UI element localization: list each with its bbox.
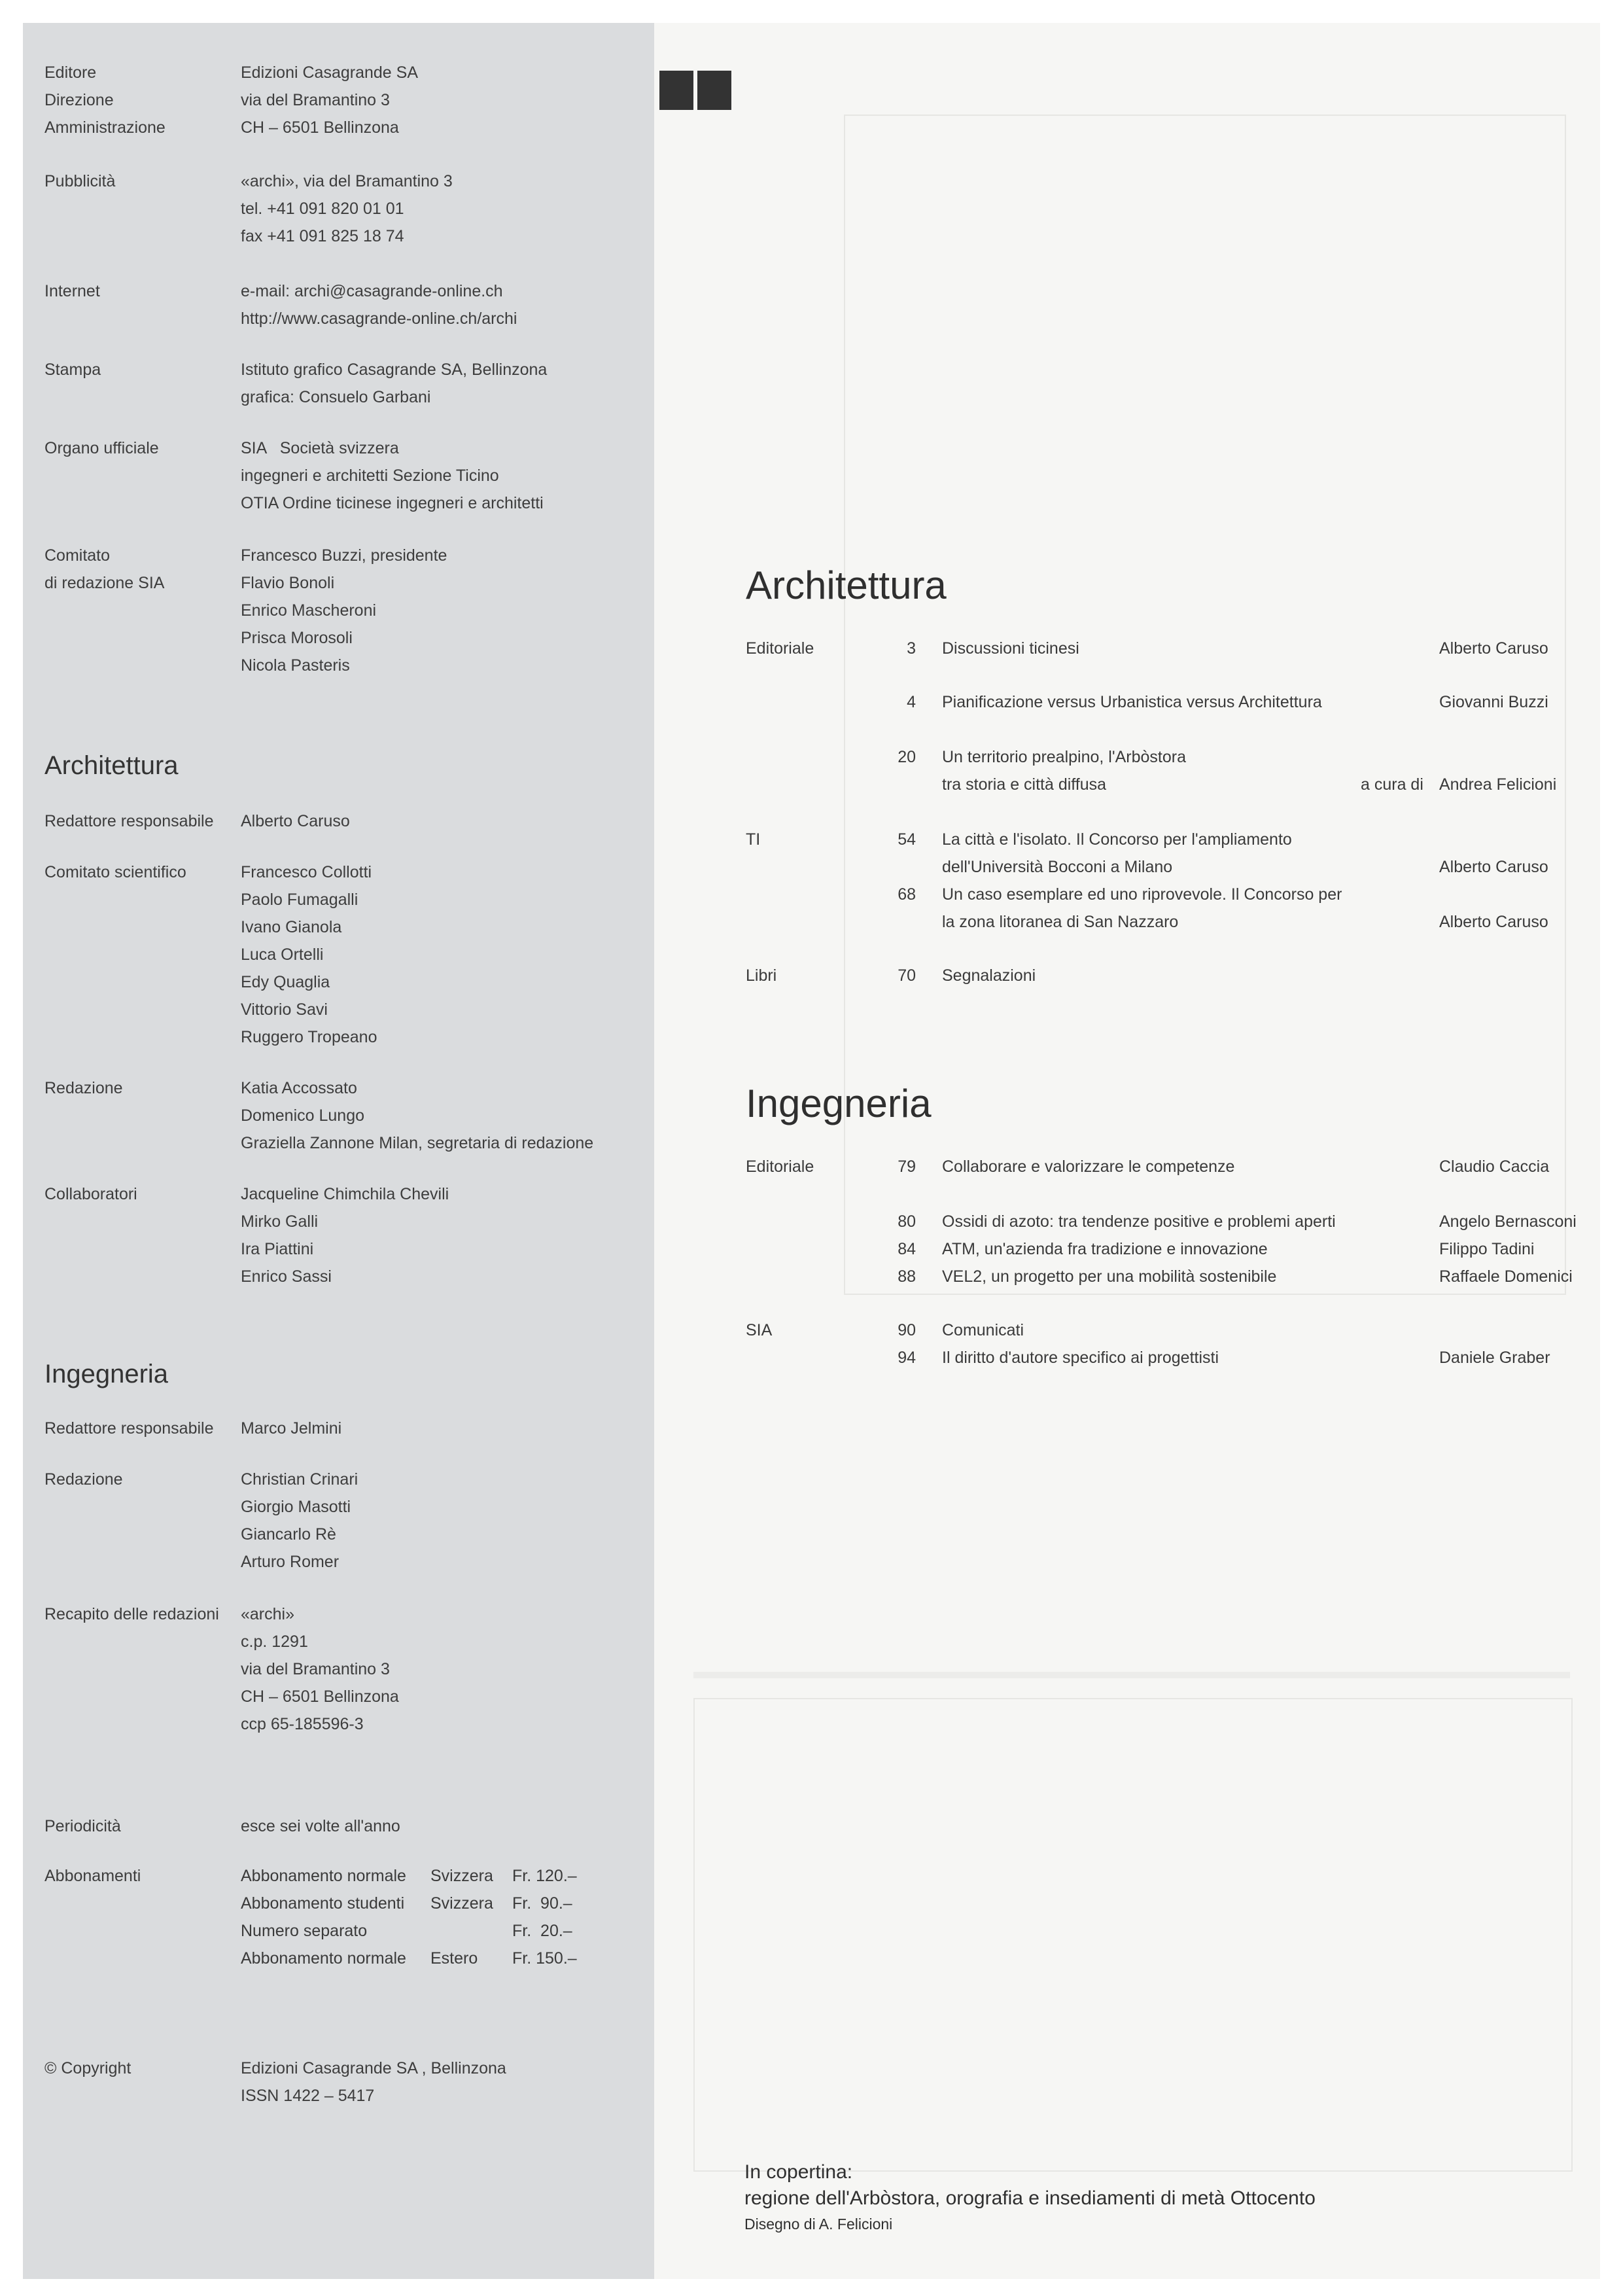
toc-page[interactable]: 79: [898, 1157, 916, 1176]
toc-page[interactable]: 90: [898, 1321, 916, 1339]
toc-author: Alberto Caruso: [1439, 913, 1548, 931]
toc-page[interactable]: 4: [907, 693, 916, 711]
square-mark: [659, 71, 693, 110]
toc-title[interactable]: Comunicati: [942, 1321, 1024, 1339]
toc-author: Andrea Felicioni: [1439, 775, 1557, 794]
arch-redattore-label: Redattore responsabile: [44, 812, 214, 830]
ing-redattore-label: Redattore responsabile: [44, 1419, 214, 1438]
editore-value: Edizioni Casagrande SA via del Bramantino 3 CH – 6501 Bellinzona: [241, 63, 418, 137]
toc-section: SIA: [746, 1321, 773, 1339]
arch-scientifico-label: Comitato scientifico: [44, 863, 186, 881]
toc-author: Alberto Caruso: [1439, 858, 1548, 876]
toc-page[interactable]: 80: [898, 1212, 916, 1231]
toc-section: TI: [746, 830, 761, 849]
organo-label: Organo ufficiale: [44, 439, 159, 457]
toc-title-cont[interactable]: la zona litoranea di San Nazzaro: [942, 913, 1179, 931]
ing-redattore-value: Marco Jelmini: [241, 1419, 342, 1438]
toc-title[interactable]: Collaborare e valorizzare le competenze: [942, 1157, 1235, 1176]
toc-section: Editoriale: [746, 639, 814, 658]
toc-title-cont[interactable]: dell'Università Bocconi a Milano: [942, 858, 1173, 876]
toc-author: Angelo Bernasconi: [1439, 1212, 1577, 1231]
copyright-label: © Copyright: [44, 2059, 131, 2077]
square-mark: [697, 71, 731, 110]
toc-title[interactable]: Pianificazione versus Urbanistica versus Architettura: [942, 693, 1322, 711]
show-through-box: [693, 1698, 1573, 2172]
pubblicita-label: Pubblicità: [44, 172, 116, 190]
ing-redazione-value: Christian Crinari Giorgio Masotti Giancarlo Rè Arturo Romer: [241, 1470, 358, 1571]
cover-caption: [744, 2159, 1316, 2236]
toc-author: Raffaele Domenici: [1439, 1267, 1573, 1286]
internet-label: Internet: [44, 282, 100, 300]
toc-page[interactable]: 84: [898, 1240, 916, 1258]
toc-page[interactable]: 3: [907, 639, 916, 658]
arch-collaboratori-value: Jacqueline Chimchila Chevili Mirko Galli Ira Piattini Enrico Sassi: [241, 1185, 449, 1286]
cover-caption-credit: Disegno di A. Felicioni: [744, 2216, 893, 2233]
toc-ingegneria-heading: Ingegneria: [746, 1082, 932, 1125]
show-through-rule: [693, 1672, 1570, 1678]
toc-title[interactable]: Ossidi di azoto: tra tendenze positive e problemi aperti: [942, 1212, 1336, 1231]
toc-author: Alberto Caruso: [1439, 639, 1548, 658]
recapito-label: Recapito delle redazioni: [44, 1605, 219, 1623]
toc-section: Editoriale: [746, 1157, 814, 1176]
toc-title[interactable]: Un caso esemplare ed uno riprovevole. Il Concorso per: [942, 885, 1342, 904]
toc-page[interactable]: 88: [898, 1267, 916, 1286]
cover-caption-title: In copertina:: [744, 2161, 853, 2183]
toc-title[interactable]: Segnalazioni: [942, 966, 1036, 985]
toc-page[interactable]: 70: [898, 966, 916, 985]
editore-labels: Editore Direzione Amministrazione: [44, 63, 166, 137]
toc-title[interactable]: Un territorio prealpino, l'Arbòstora: [942, 748, 1186, 766]
ingegneria-heading-left: Ingegneria: [44, 1360, 169, 1388]
architettura-heading-left: Architettura: [44, 751, 179, 780]
toc-section: Libri: [746, 966, 777, 985]
toc-title[interactable]: La città e l'isolato. Il Concorso per l'ampliamento: [942, 830, 1292, 849]
right-panel: [654, 23, 1600, 2279]
recapito-value: «archi» c.p. 1291 via del Bramantino 3 CH – 6501 Bellinzona ccp 65-185596-3: [241, 1605, 399, 1733]
arch-redazione-label: Redazione: [44, 1079, 123, 1097]
toc-author: Filippo Tadini: [1439, 1240, 1535, 1258]
stampa-label: Stampa: [44, 361, 101, 379]
arch-redattore-value: Alberto Caruso: [241, 812, 350, 830]
toc-title[interactable]: ATM, un'azienda fra tradizione e innovazione: [942, 1240, 1268, 1258]
toc-page[interactable]: 94: [898, 1349, 916, 1367]
toc-author: Giovanni Buzzi: [1439, 693, 1548, 711]
arch-scientifico-value: Francesco Collotti Paolo Fumagalli Ivano Gianola Luca Ortelli Edy Quaglia Vittorio Savi Ruggero Tropeano: [241, 863, 377, 1046]
toc-page[interactable]: 20: [898, 748, 916, 766]
pubblicita-value: «archi», via del Bramantino 3 tel. +41 091 820 01 01 fax +41 091 825 18 74: [241, 172, 453, 245]
toc-title-cont[interactable]: tra storia e città diffusa: [942, 775, 1107, 794]
periodicita-label: Periodicità: [44, 1817, 121, 1835]
toc-title[interactable]: Discussioni ticinesi: [942, 639, 1079, 658]
arch-collaboratori-label: Collaboratori: [44, 1185, 137, 1203]
toc-page[interactable]: 68: [898, 885, 916, 904]
stampa-value: Istituto grafico Casagrande SA, Bellinzona grafica: Consuelo Garbani: [241, 361, 548, 406]
internet-value: e-mail: archi@casagrande-online.ch http://www.casagrande-online.ch/archi: [241, 282, 517, 328]
comitato-value: Francesco Buzzi, presidente Flavio Bonoli Enrico Mascheroni Prisca Morosoli Nicola Pasteris: [241, 546, 447, 675]
comitato-labels: Comitato di redazione SIA: [44, 546, 165, 592]
toc-author: Daniele Graber: [1439, 1349, 1550, 1367]
ing-redazione-label: Redazione: [44, 1470, 123, 1489]
cover-caption-text: regione dell'Arbòstora, orografia e insediamenti di metà Ottocento: [744, 2187, 1316, 2209]
abbonamenti-label: Abbonamenti: [44, 1867, 141, 1885]
periodicita-value: esce sei volte all'anno: [241, 1817, 400, 1835]
toc-architettura-heading: Architettura: [746, 563, 947, 607]
arch-redazione-value: Katia Accossato Domenico Lungo Graziella Zannone Milan, segretaria di redazione: [241, 1079, 594, 1152]
toc-page[interactable]: 54: [898, 830, 916, 849]
toc-author: Claudio Caccia: [1439, 1157, 1550, 1176]
toc-cura: a cura di: [1361, 775, 1423, 794]
toc-title[interactable]: VEL2, un progetto per una mobilità sostenibile: [942, 1267, 1277, 1286]
copyright-value: Edizioni Casagrande SA , Bellinzona ISSN 1422 – 5417: [241, 2059, 506, 2105]
organo-value: SIA Società svizzera ingegneri e architetti Sezione Ticino OTIA Ordine ticinese ingegneri e architetti: [241, 439, 544, 512]
toc-title[interactable]: Il diritto d'autore specifico ai progettisti: [942, 1349, 1219, 1367]
